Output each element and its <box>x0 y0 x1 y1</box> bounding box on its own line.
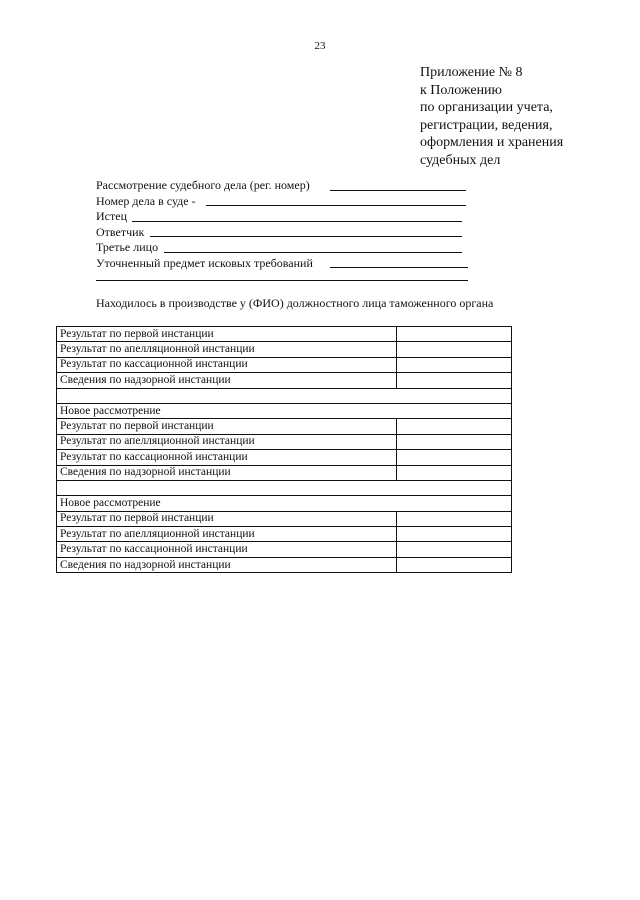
value-cell[interactable] <box>397 465 512 480</box>
page-number: 23 <box>314 40 326 52</box>
row-label: Результат по апелляционной инстанции <box>57 342 397 357</box>
case-form <box>96 178 476 271</box>
value-cell[interactable] <box>397 527 512 542</box>
spacer-cell <box>57 480 512 495</box>
table-section-row <box>57 403 512 418</box>
appendix-header <box>420 64 563 169</box>
field-line[interactable] <box>330 267 468 268</box>
row-label: Результат по кассационной инстанции <box>57 450 397 465</box>
field-court-case-number <box>96 194 476 210</box>
table-row <box>57 527 512 542</box>
table-row <box>57 542 512 557</box>
value-cell[interactable] <box>397 357 512 372</box>
field-label: Рассмотрение судебного дела (рег. номер) <box>96 178 310 192</box>
row-label: Сведения по надзорной инстанции <box>57 465 397 480</box>
table-row <box>57 511 512 526</box>
row-label: Результат по первой инстанции <box>57 419 397 434</box>
table-row <box>57 465 512 480</box>
row-label: Результат по апелляционной инстанции <box>57 434 397 449</box>
appendix-line: по организации учета, <box>420 100 553 115</box>
field-label: Уточненный предмет исковых требований <box>96 255 313 270</box>
value-cell[interactable] <box>397 450 512 465</box>
spacer-cell <box>57 388 512 403</box>
appendix-line: судебных дел <box>420 152 501 168</box>
row-label: Результат по кассационной инстанции <box>57 542 397 557</box>
field-defendant <box>96 225 476 241</box>
row-label: Результат по кассационной инстанции <box>57 357 397 372</box>
field-registration-number <box>96 178 476 194</box>
value-cell[interactable] <box>397 434 512 449</box>
field-line[interactable] <box>206 205 466 206</box>
field-line[interactable] <box>132 221 462 222</box>
value-cell[interactable] <box>397 342 512 357</box>
table-row <box>57 557 512 572</box>
field-label: Истец <box>96 209 127 223</box>
field-label: Ответчик <box>96 224 145 239</box>
row-label: Результат по первой инстанции <box>57 511 397 526</box>
table-section-row <box>57 496 512 511</box>
section-label: Новое рассмотрение <box>57 496 512 511</box>
field-plaintiff <box>96 209 476 225</box>
appendix-line: оформления и хранения <box>420 135 564 150</box>
field-line[interactable] <box>164 252 462 253</box>
table-row <box>57 434 512 449</box>
field-line[interactable] <box>150 236 462 237</box>
row-label: Сведения по надзорной инстанции <box>57 373 397 388</box>
instance-results-table <box>56 326 512 573</box>
table-row <box>57 450 512 465</box>
section-label: Новое рассмотрение <box>57 403 512 418</box>
value-cell[interactable] <box>397 327 512 342</box>
field-label: Номер дела в суде - <box>96 193 196 208</box>
field-label: Третье лицо <box>96 240 159 254</box>
table-row <box>57 373 512 388</box>
table-row <box>57 419 512 434</box>
value-cell[interactable] <box>397 419 512 434</box>
value-cell[interactable] <box>397 373 512 388</box>
field-line[interactable] <box>330 190 466 191</box>
row-label: Сведения по надзорной инстанции <box>57 557 397 572</box>
row-label: Результат по первой инстанции <box>57 327 397 342</box>
appendix-line: регистрации, ведения, <box>420 117 553 133</box>
table-row <box>57 357 512 372</box>
value-cell[interactable] <box>397 557 512 572</box>
table-row <box>57 327 512 342</box>
table-spacer-row <box>57 480 512 495</box>
custody-line: Находилось в производстве у (ФИО) должностного лица таможенного органа <box>96 296 494 310</box>
field-claims-subject <box>96 256 476 272</box>
value-cell[interactable] <box>397 511 512 526</box>
field-claims-continuation-line[interactable] <box>96 280 468 281</box>
value-cell[interactable] <box>397 542 512 557</box>
table-row <box>57 342 512 357</box>
appendix-line: к Положению <box>420 82 503 98</box>
table-spacer-row <box>57 388 512 403</box>
appendix-line: Приложение № 8 <box>420 65 523 80</box>
field-third-party <box>96 240 476 256</box>
row-label: Результат по апелляционной инстанции <box>57 527 397 542</box>
